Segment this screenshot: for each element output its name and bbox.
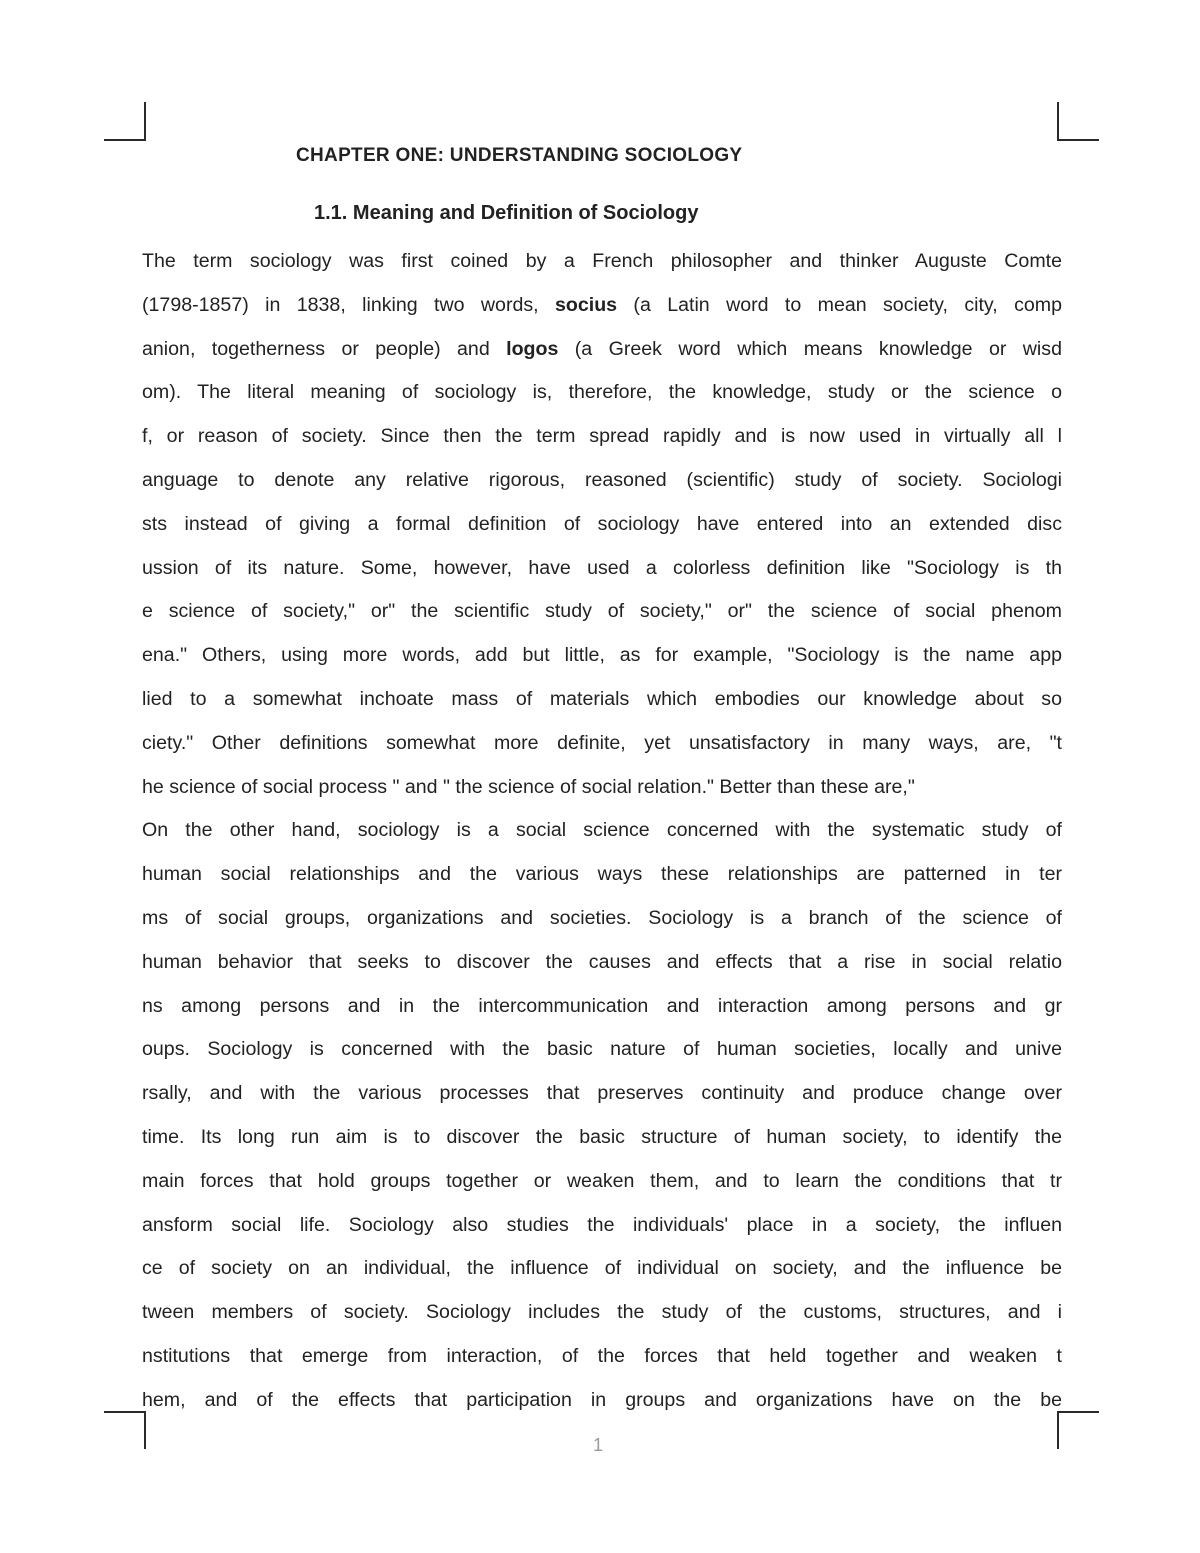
text-line	[142, 985, 1062, 1029]
text-run: ce of society on an individual, the influence of individual on society, and the influence be	[142, 1257, 1062, 1280]
text-run: tween members of society. Sociology includes the study of the customs, structures, and i	[142, 1301, 1062, 1324]
text-run: nstitutions that emerge from interaction, of the forces that held together and weaken t	[142, 1344, 1062, 1367]
text-line	[142, 328, 1062, 372]
text-line	[142, 503, 1062, 547]
text-run: rsally, and with the various processes that preserves continuity and produce change over	[142, 1082, 1062, 1105]
text-line	[142, 1116, 1062, 1160]
section-title: 1.1. Meaning and Definition of Sociology	[314, 202, 699, 224]
text-run: human social relationships and the various ways these relationships are patterned in ter	[142, 863, 1062, 886]
text-run: ms of social groups, organizations and societies. Sociology is a branch of the science of	[142, 906, 1062, 929]
text-line	[142, 1204, 1062, 1248]
text-line	[142, 897, 1062, 941]
crop-mark-top-left-vertical	[144, 102, 146, 141]
text-run: anguage to denote any relative rigorous, reasoned (scientific) study of society. Sociologi	[142, 468, 1062, 491]
body-paragraph	[142, 240, 1062, 1423]
text-line	[142, 678, 1062, 722]
text-run: hem, and of the effects that participation in groups and organizations have on the be	[142, 1388, 1062, 1411]
text-run: ena." Others, using more words, add but little, as for example, "Sociology is the name app	[142, 644, 1062, 667]
text-line	[142, 809, 1062, 853]
text-run: The term sociology was first coined by a French philosopher and thinker Auguste Comte	[142, 250, 1062, 272]
text-line	[142, 240, 1062, 284]
text-run: (a Greek word which means knowledge or wisd	[558, 337, 1062, 360]
text-line	[142, 590, 1062, 634]
text-run: om). The literal meaning of sociology is, therefore, the knowledge, study or the science o	[142, 381, 1062, 404]
text-run: f, or reason of society. Since then the term spread rapidly and is now used in virtually all l	[142, 425, 1062, 448]
text-run: (1798-1857) in 1838, linking two words,	[142, 293, 555, 316]
page-number: 1	[593, 1435, 604, 1455]
text-line	[142, 634, 1062, 678]
crop-mark-bottom-left-horizontal	[104, 1411, 146, 1413]
text-line	[142, 766, 1062, 810]
text-run: sts instead of giving a formal definition of sociology have entered into an extended disc	[142, 512, 1062, 535]
text-line	[142, 1160, 1062, 1204]
text-run: anion, togetherness or people) and	[142, 337, 507, 360]
text-run: (a Latin word to mean society, city, comp	[617, 293, 1062, 316]
bold-term: socius	[554, 293, 618, 316]
text-line	[142, 284, 1062, 328]
text-line	[142, 1335, 1062, 1379]
text-run: e science of society," or" the scientific study of society," or" the science of social phenom	[142, 600, 1062, 623]
text-line	[142, 415, 1062, 459]
crop-mark-top-right-vertical	[1057, 102, 1059, 141]
text-run: On the other hand, sociology is a social science concerned with the systematic study of	[142, 819, 1062, 842]
text-line	[142, 459, 1062, 503]
crop-mark-bottom-right-horizontal	[1057, 1411, 1099, 1413]
text-run: time. Its long run aim is to discover the basic structure of human society, to identify the	[142, 1125, 1062, 1148]
text-run: human behavior that seeks to discover the causes and effects that a rise in social relatio	[142, 950, 1062, 973]
text-run: oups. Sociology is concerned with the basic nature of human societies, locally and unive	[142, 1038, 1062, 1061]
text-run: main forces that hold groups together or weaken them, and to learn the conditions that tr	[142, 1169, 1062, 1192]
text-line	[142, 941, 1062, 985]
text-line	[142, 1028, 1062, 1072]
text-line	[142, 1072, 1062, 1116]
text-line	[142, 1291, 1062, 1335]
text-run: he science of social process " and " the science of social relation." Better than these are,"	[142, 775, 915, 798]
text-line	[142, 722, 1062, 766]
text-run: ciety." Other definitions somewhat more definite, yet unsatisfactory in many ways, are, "t	[142, 731, 1062, 754]
text-run: ansform social life. Sociology also studies the individuals' place in a society, the influen	[142, 1213, 1062, 1236]
crop-mark-top-left-horizontal	[104, 139, 146, 141]
chapter-title: CHAPTER ONE: UNDERSTANDING SOCIOLOGY	[296, 145, 743, 166]
text-line	[142, 371, 1062, 415]
text-line	[142, 1247, 1062, 1291]
text-run: lied to a somewhat inchoate mass of materials which embodies our knowledge about so	[142, 687, 1062, 710]
text-line	[142, 1379, 1062, 1423]
text-run: ns among persons and in the intercommunication and interaction among persons and gr	[142, 994, 1062, 1017]
crop-mark-top-right-horizontal	[1057, 139, 1099, 141]
text-line	[142, 547, 1062, 591]
text-run: ussion of its nature. Some, however, have used a colorless definition like "Sociology is th	[142, 556, 1062, 579]
text-line	[142, 853, 1062, 897]
bold-term: logos	[506, 337, 559, 360]
